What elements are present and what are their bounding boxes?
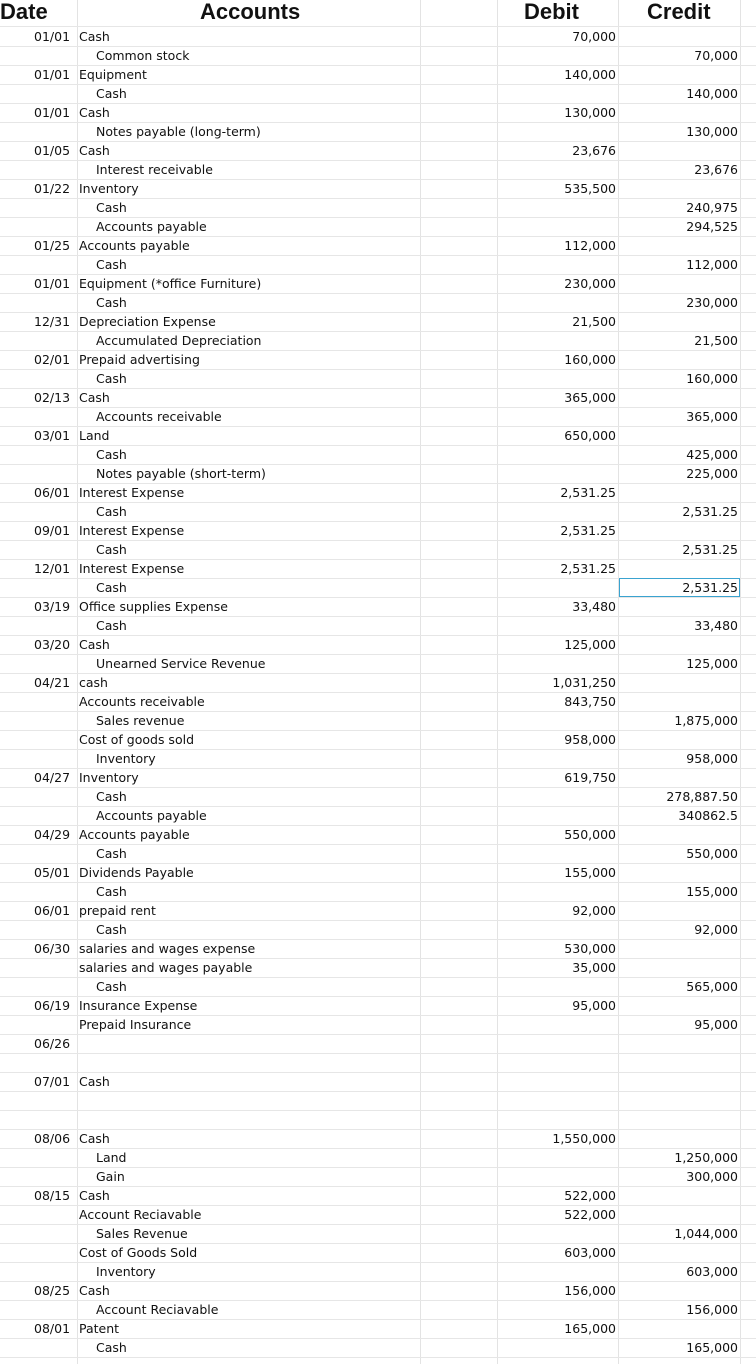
credit-cell[interactable]: 21,500 <box>694 333 738 348</box>
account-cell[interactable]: Sales revenue <box>96 713 185 728</box>
credit-cell[interactable]: 156,000 <box>686 1302 738 1317</box>
table-row[interactable] <box>0 1148 756 1167</box>
table-row[interactable] <box>0 1015 756 1034</box>
table-row[interactable] <box>0 1262 756 1281</box>
account-cell[interactable]: Cash <box>96 884 127 899</box>
credit-cell[interactable]: 165,000 <box>686 1340 738 1355</box>
account-cell[interactable]: Cash <box>96 580 127 595</box>
table-row[interactable] <box>0 1224 756 1243</box>
table-row[interactable] <box>0 1281 756 1300</box>
date-cell[interactable]: 02/13 <box>34 390 71 405</box>
table-row[interactable] <box>0 331 756 350</box>
table-row[interactable] <box>0 46 756 65</box>
credit-cell[interactable]: 365,000 <box>686 409 738 424</box>
table-row[interactable] <box>0 1129 756 1148</box>
account-cell[interactable]: Prepaid Insurance <box>79 1017 192 1032</box>
account-cell[interactable]: Patent <box>79 1321 120 1336</box>
table-row[interactable] <box>0 27 756 46</box>
table-row[interactable] <box>0 65 756 84</box>
table-row[interactable] <box>0 426 756 445</box>
account-cell[interactable]: Cash <box>96 789 127 804</box>
table-row[interactable] <box>0 825 756 844</box>
account-cell[interactable]: Cash <box>96 542 127 557</box>
table-row[interactable] <box>0 312 756 331</box>
table-row[interactable] <box>0 1319 756 1338</box>
debit-cell[interactable]: 535,500 <box>564 181 616 196</box>
debit-cell[interactable]: 156,000 <box>564 1283 616 1298</box>
credit-cell[interactable]: 2,531.25 <box>682 580 738 595</box>
table-row[interactable] <box>0 996 756 1015</box>
account-cell[interactable]: Cash <box>96 200 127 215</box>
date-cell[interactable]: 06/30 <box>34 941 71 956</box>
credit-cell[interactable]: 130,000 <box>686 124 738 139</box>
header-accounts[interactable]: Accounts <box>200 0 301 24</box>
debit-cell[interactable]: 2,531.25 <box>560 523 616 538</box>
credit-cell[interactable]: 125,000 <box>686 656 738 671</box>
credit-cell[interactable]: 70,000 <box>694 48 738 63</box>
account-cell[interactable]: Common stock <box>96 48 190 63</box>
table-row[interactable] <box>0 445 756 464</box>
table-row[interactable] <box>0 1167 756 1186</box>
debit-cell[interactable]: 112,000 <box>564 238 616 253</box>
account-cell[interactable]: cash <box>79 675 108 690</box>
account-cell[interactable]: Interest Expense <box>79 485 185 500</box>
table-row[interactable] <box>0 521 756 540</box>
date-cell[interactable]: 03/01 <box>34 428 71 443</box>
table-row[interactable] <box>0 84 756 103</box>
table-row[interactable] <box>0 540 756 559</box>
account-cell[interactable]: Cash <box>79 105 110 120</box>
account-cell[interactable]: Accounts payable <box>96 808 207 823</box>
row-divider <box>0 1357 756 1358</box>
table-row[interactable] <box>0 673 756 692</box>
account-cell[interactable]: Cash <box>96 979 127 994</box>
date-cell[interactable]: 12/31 <box>34 314 71 329</box>
table-row[interactable] <box>0 616 756 635</box>
date-cell[interactable]: 08/15 <box>34 1188 71 1203</box>
table-row[interactable] <box>0 255 756 274</box>
credit-cell[interactable]: 2,531.25 <box>682 504 738 519</box>
debit-cell[interactable]: 95,000 <box>572 998 616 1013</box>
table-row[interactable] <box>0 806 756 825</box>
date-cell[interactable]: 03/20 <box>34 637 71 652</box>
credit-cell[interactable]: 155,000 <box>686 884 738 899</box>
account-cell[interactable]: salaries and wages expense <box>79 941 256 956</box>
debit-cell[interactable]: 155,000 <box>564 865 616 880</box>
credit-cell[interactable]: 225,000 <box>686 466 738 481</box>
account-cell[interactable]: Accumulated Depreciation <box>96 333 262 348</box>
credit-cell[interactable]: 95,000 <box>694 1017 738 1032</box>
debit-cell[interactable]: 125,000 <box>564 637 616 652</box>
table-row[interactable] <box>0 730 756 749</box>
table-row[interactable] <box>0 1110 756 1129</box>
date-cell[interactable]: 01/25 <box>34 238 71 253</box>
account-cell[interactable]: Interest Expense <box>79 561 185 576</box>
credit-cell[interactable]: 2,531.25 <box>682 542 738 557</box>
date-cell[interactable]: 02/01 <box>34 352 71 367</box>
debit-cell[interactable]: 130,000 <box>564 105 616 120</box>
table-row[interactable] <box>0 1034 756 1053</box>
credit-cell[interactable]: 340862.5 <box>678 808 738 823</box>
account-cell[interactable]: Gain <box>96 1169 125 1184</box>
date-cell[interactable]: 06/19 <box>34 998 71 1013</box>
header-credit[interactable]: Credit <box>647 0 711 24</box>
account-cell[interactable]: Depreciation Expense <box>79 314 216 329</box>
table-row[interactable] <box>0 179 756 198</box>
table-row[interactable] <box>0 369 756 388</box>
debit-cell[interactable]: 843,750 <box>564 694 616 709</box>
credit-cell[interactable]: 33,480 <box>694 618 738 633</box>
table-row[interactable] <box>0 597 756 616</box>
account-cell[interactable]: Notes payable (long-term) <box>96 124 261 139</box>
account-cell[interactable]: Dividends Payable <box>79 865 194 880</box>
account-cell[interactable]: salaries and wages payable <box>79 960 253 975</box>
account-cell[interactable]: Accounts payable <box>79 238 190 253</box>
account-cell[interactable]: Equipment (*office Furniture) <box>79 276 262 291</box>
debit-cell[interactable]: 33,480 <box>572 599 616 614</box>
table-row[interactable] <box>0 1205 756 1224</box>
date-cell[interactable]: 08/25 <box>34 1283 71 1298</box>
date-cell[interactable]: 01/05 <box>34 143 71 158</box>
date-cell[interactable]: 05/01 <box>34 865 71 880</box>
debit-cell[interactable]: 2,531.25 <box>560 485 616 500</box>
debit-cell[interactable]: 522,000 <box>564 1188 616 1203</box>
account-cell[interactable]: Sales Revenue <box>96 1226 188 1241</box>
credit-cell[interactable]: 603,000 <box>686 1264 738 1279</box>
debit-cell[interactable]: 530,000 <box>564 941 616 956</box>
account-cell[interactable]: Inventory <box>79 181 139 196</box>
date-cell[interactable]: 09/01 <box>34 523 71 538</box>
table-row[interactable] <box>0 217 756 236</box>
credit-cell[interactable]: 1,875,000 <box>674 713 738 728</box>
table-row[interactable] <box>0 122 756 141</box>
table-row[interactable] <box>0 844 756 863</box>
credit-cell[interactable]: 278,887.50 <box>666 789 738 804</box>
table-row[interactable] <box>0 882 756 901</box>
account-cell[interactable]: Account Reciavable <box>79 1207 202 1222</box>
account-cell[interactable]: Cost of goods sold <box>79 732 195 747</box>
credit-cell[interactable]: 425,000 <box>686 447 738 462</box>
credit-cell[interactable]: 240,975 <box>686 200 738 215</box>
date-cell[interactable]: 08/01 <box>34 1321 71 1336</box>
table-row[interactable] <box>0 863 756 882</box>
account-cell[interactable]: Cash <box>96 922 127 937</box>
debit-cell[interactable]: 140,000 <box>564 67 616 82</box>
table-row[interactable] <box>0 1186 756 1205</box>
debit-cell[interactable]: 1,550,000 <box>552 1131 616 1146</box>
debit-cell[interactable]: 230,000 <box>564 276 616 291</box>
account-cell[interactable]: Notes payable (short-term) <box>96 466 266 481</box>
account-cell[interactable]: Interest receivable <box>96 162 213 177</box>
account-cell[interactable]: Inventory <box>96 751 156 766</box>
account-cell[interactable]: Cash <box>96 447 127 462</box>
debit-cell[interactable]: 958,000 <box>564 732 616 747</box>
account-cell[interactable]: Land <box>79 428 110 443</box>
date-cell[interactable]: 01/01 <box>34 67 71 82</box>
table-row[interactable] <box>0 350 756 369</box>
date-cell[interactable]: 03/19 <box>34 599 71 614</box>
account-cell[interactable]: Cash <box>96 257 127 272</box>
account-cell[interactable]: Cash <box>96 371 127 386</box>
table-row[interactable] <box>0 711 756 730</box>
table-row[interactable] <box>0 160 756 179</box>
account-cell[interactable]: Accounts receivable <box>96 409 222 424</box>
table-row[interactable] <box>0 559 756 578</box>
debit-cell[interactable]: 650,000 <box>564 428 616 443</box>
account-cell[interactable]: Insurance Expense <box>79 998 198 1013</box>
account-cell[interactable]: Accounts payable <box>96 219 207 234</box>
table-row[interactable] <box>0 901 756 920</box>
account-cell[interactable]: Cash <box>96 618 127 633</box>
date-cell[interactable]: 12/01 <box>34 561 71 576</box>
credit-cell[interactable]: 300,000 <box>686 1169 738 1184</box>
account-cell[interactable]: Cost of Goods Sold <box>79 1245 198 1260</box>
credit-cell[interactable]: 958,000 <box>686 751 738 766</box>
account-cell[interactable]: Inventory <box>79 770 139 785</box>
credit-cell[interactable]: 23,676 <box>694 162 738 177</box>
account-cell[interactable]: Office supplies Expense <box>79 599 228 614</box>
debit-cell[interactable]: 92,000 <box>572 903 616 918</box>
debit-cell[interactable]: 70,000 <box>572 29 616 44</box>
credit-cell[interactable]: 1,044,000 <box>674 1226 738 1241</box>
table-row[interactable] <box>0 1091 756 1110</box>
date-cell[interactable]: 01/01 <box>34 105 71 120</box>
table-row[interactable] <box>0 141 756 160</box>
table-row[interactable] <box>0 692 756 711</box>
table-row[interactable] <box>0 1243 756 1262</box>
table-row[interactable] <box>0 1338 756 1357</box>
table-row[interactable] <box>0 958 756 977</box>
account-cell[interactable]: Accounts payable <box>79 827 190 842</box>
account-cell[interactable]: Prepaid advertising <box>79 352 200 367</box>
account-cell[interactable]: Cash <box>96 846 127 861</box>
table-row[interactable] <box>0 787 756 806</box>
credit-cell[interactable]: 92,000 <box>694 922 738 937</box>
table-row[interactable] <box>0 407 756 426</box>
table-row[interactable] <box>0 293 756 312</box>
date-cell[interactable]: 08/06 <box>34 1131 71 1146</box>
account-cell[interactable]: prepaid rent <box>79 903 156 918</box>
account-cell[interactable]: Cash <box>96 86 127 101</box>
credit-cell[interactable]: 550,000 <box>686 846 738 861</box>
credit-cell[interactable]: 565,000 <box>686 979 738 994</box>
debit-cell[interactable]: 550,000 <box>564 827 616 842</box>
table-row[interactable] <box>0 654 756 673</box>
debit-cell[interactable]: 522,000 <box>564 1207 616 1222</box>
account-cell[interactable]: Inventory <box>96 1264 156 1279</box>
header-debit[interactable]: Debit <box>524 0 579 24</box>
account-cell[interactable]: Cash <box>79 1283 110 1298</box>
table-row[interactable] <box>0 388 756 407</box>
table-row[interactable] <box>0 236 756 255</box>
table-row[interactable] <box>0 103 756 122</box>
table-row[interactable] <box>0 464 756 483</box>
account-cell[interactable]: Cash <box>79 1131 110 1146</box>
account-cell[interactable]: Cash <box>79 143 110 158</box>
account-cell[interactable]: Cash <box>79 1188 110 1203</box>
table-row[interactable] <box>0 939 756 958</box>
account-cell[interactable]: Cash <box>96 1340 127 1355</box>
date-cell[interactable]: 06/01 <box>34 903 71 918</box>
account-cell[interactable]: Accounts receivable <box>79 694 205 709</box>
account-cell[interactable]: Cash <box>96 295 127 310</box>
debit-cell[interactable]: 35,000 <box>572 960 616 975</box>
debit-cell[interactable]: 21,500 <box>572 314 616 329</box>
account-cell[interactable]: Land <box>96 1150 127 1165</box>
account-cell[interactable]: Cash <box>79 29 110 44</box>
account-cell[interactable]: Unearned Service Revenue <box>96 656 266 671</box>
table-row[interactable] <box>0 578 756 597</box>
account-cell[interactable]: Cash <box>79 637 110 652</box>
account-cell[interactable]: Cash <box>79 1074 110 1089</box>
table-row[interactable] <box>0 920 756 939</box>
date-cell[interactable]: 01/01 <box>34 276 71 291</box>
account-cell[interactable]: Interest Expense <box>79 523 185 538</box>
debit-cell[interactable]: 1,031,250 <box>552 675 616 690</box>
date-cell[interactable]: 04/21 <box>34 675 71 690</box>
date-cell[interactable]: 04/27 <box>34 770 71 785</box>
debit-cell[interactable]: 619,750 <box>564 770 616 785</box>
credit-cell[interactable]: 140,000 <box>686 86 738 101</box>
header-date[interactable]: Date <box>0 0 48 24</box>
date-cell[interactable]: 01/22 <box>34 181 71 196</box>
credit-cell[interactable]: 1,250,000 <box>674 1150 738 1165</box>
date-cell[interactable]: 01/01 <box>34 29 71 44</box>
table-row[interactable] <box>0 1053 756 1072</box>
table-row[interactable] <box>0 274 756 293</box>
table-row[interactable] <box>0 749 756 768</box>
debit-cell[interactable]: 23,676 <box>572 143 616 158</box>
account-cell[interactable]: Equipment <box>79 67 147 82</box>
debit-cell[interactable]: 603,000 <box>564 1245 616 1260</box>
table-row[interactable] <box>0 483 756 502</box>
table-row[interactable] <box>0 635 756 654</box>
account-cell[interactable]: Account Reciavable <box>96 1302 219 1317</box>
table-row[interactable] <box>0 768 756 787</box>
debit-cell[interactable]: 165,000 <box>564 1321 616 1336</box>
table-row[interactable] <box>0 502 756 521</box>
date-cell[interactable]: 07/01 <box>34 1074 71 1089</box>
credit-cell[interactable]: 160,000 <box>686 371 738 386</box>
date-cell[interactable]: 04/29 <box>34 827 71 842</box>
debit-cell[interactable]: 2,531.25 <box>560 561 616 576</box>
table-row[interactable] <box>0 198 756 217</box>
table-row[interactable] <box>0 977 756 996</box>
credit-cell[interactable]: 230,000 <box>686 295 738 310</box>
account-cell[interactable]: Cash <box>96 504 127 519</box>
table-row[interactable] <box>0 1300 756 1319</box>
table-row[interactable] <box>0 1072 756 1091</box>
credit-cell[interactable]: 112,000 <box>686 257 738 272</box>
date-cell[interactable]: 06/01 <box>34 485 71 500</box>
debit-cell[interactable]: 160,000 <box>564 352 616 367</box>
account-cell[interactable]: Cash <box>79 390 110 405</box>
debit-cell[interactable]: 365,000 <box>564 390 616 405</box>
date-cell[interactable]: 06/26 <box>34 1036 71 1051</box>
credit-cell[interactable]: 294,525 <box>686 219 738 234</box>
